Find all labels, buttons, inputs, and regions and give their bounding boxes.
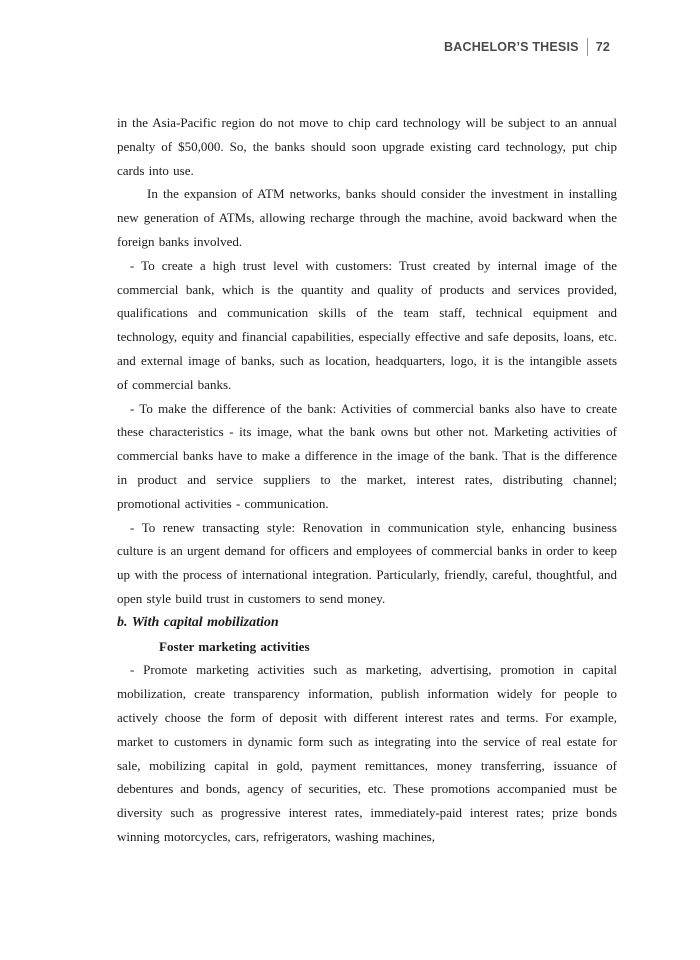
subsection-heading: Foster marketing activities xyxy=(159,638,310,654)
section-heading: b. With capital mobilization xyxy=(117,614,279,630)
bullet-difference: - To make the difference of the bank: Activities of commercial banks also have to create these characteristics - its image, what the bank owns but other not. Marketing activities of commercial banks have to make a difference in the image of the bank. That is the difference in product and service suppliers to the market, interest rates, distributing channel; promotional activities - communication. xyxy=(117,400,617,511)
page-header xyxy=(444,38,610,56)
bullet-transacting-style: - To renew transacting style: Renovation in communication style, enhancing business culture is an urgent demand for officers and employees of commercial banks in order to keep up with the process of international integration. Particularly, friendly, careful, thoughtful, and open style build trust in customers to send money. xyxy=(117,519,617,606)
document-body xyxy=(117,111,617,849)
thesis-title: BACHELOR’S THESIS xyxy=(444,40,579,54)
bullet-trust-level: - To create a high trust level with customers: Trust created by internal image of the commercial bank, which is the quantity and quality of products and services provided, qualifications and communication skills of the team staff, technical equipment and technology, equity and financial capabilities, especially effective and safe deposits, loans, etc. and external image of banks, such as location, headquarters, logo, it is the intangible assets of commercial banks. xyxy=(117,257,617,392)
bullet-promote-marketing: - Promote marketing activities such as marketing, advertising, promotion in capital mobilization, create transparency information, publish information widely for people to actively choose the form of deposit with different interest rates and terms. For example, market to customers in dynamic form such as integrating into the service of real estate for sale, mobilizing capital in gold, payment remittances, money transferring, issuance of debentures and bonds, agency of securities, etc. These promotions accompanied must be diversity such as progressive interest rates, immediately-paid interest rates; prize bonds winning motorcycles, cars, refrigerators, washing machines, xyxy=(117,662,617,844)
header-divider xyxy=(587,38,588,56)
paragraph-continuation: in the Asia-Pacific region do not move to chip card technology will be subject to an annual penalty of $50,000. So, the banks should soon upgrade existing card technology, put chip cards into use. xyxy=(117,115,617,178)
paragraph-atm-networks: In the expansion of ATM networks, banks should consider the investment in installing new generation of ATMs, allowing recharge through the machine, avoid backward when the foreign banks involved. xyxy=(117,186,617,249)
page-number: 72 xyxy=(595,40,610,54)
